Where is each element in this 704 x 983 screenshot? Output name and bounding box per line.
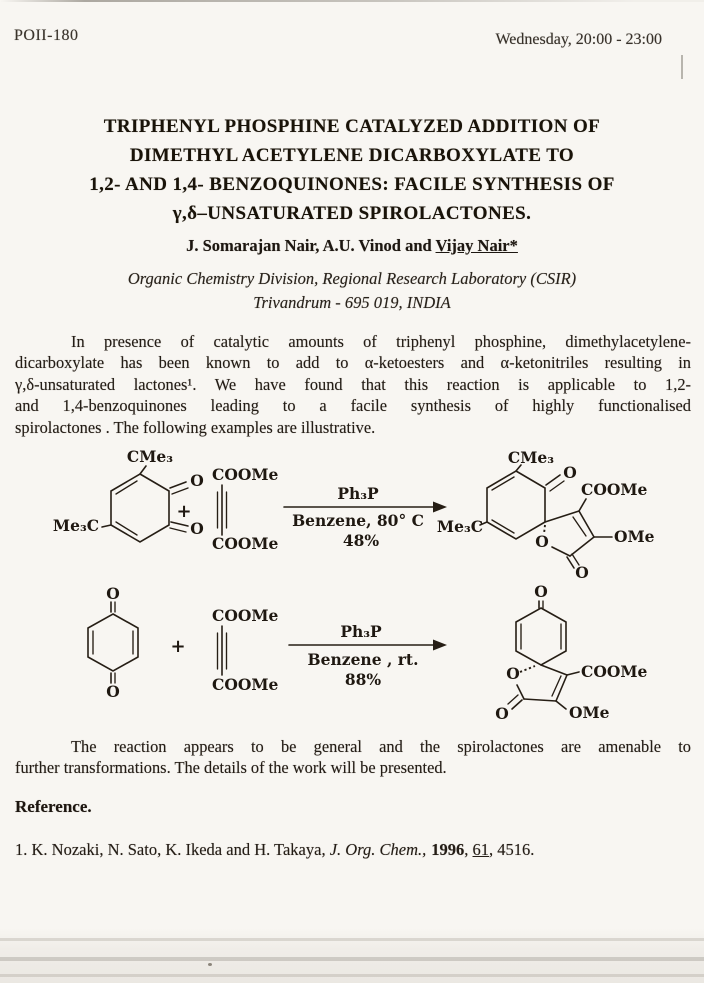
presenting-author: Vijay Nair* bbox=[435, 236, 518, 255]
title-line: 1,2- AND 1,4- BENZOQUINONES: FACILE SYNTHESIS OF bbox=[89, 174, 615, 195]
yield-label: 48% bbox=[342, 531, 380, 550]
paragraph-line: spirolactones . The following examples are illustrative. bbox=[15, 417, 376, 437]
atom-label-o: O bbox=[563, 463, 577, 482]
reference-authors: 1. K. Nozaki, N. Sato, K. Ikeda and H. Takaya, bbox=[15, 840, 330, 859]
yield-label: 88% bbox=[344, 670, 382, 689]
scan-speck bbox=[208, 963, 212, 966]
reagent-label: Ph₃P bbox=[340, 622, 382, 641]
dmad-structure bbox=[212, 606, 278, 694]
substituent-label-me3c: Me₃C bbox=[436, 517, 484, 536]
arrow-head-icon bbox=[433, 640, 447, 651]
paragraph-line: dicarboxylate has been known to add to α-ketoesters and α-ketonitriles resulting in bbox=[15, 353, 691, 373]
spirolactone-product-structure bbox=[495, 582, 647, 723]
title-line: DIMETHYL ACETYLENE DICARBOXYLATE TO bbox=[129, 145, 575, 166]
scan-streak bbox=[0, 974, 704, 977]
paragraph-line: In presence of catalytic amounts of triphenyl phosphine, dimethylacetylene- bbox=[71, 332, 691, 351]
reaction-scheme-2 bbox=[0, 575, 704, 740]
title-line: TRIPHENYL PHOSPHINE CATALYZED ADDITION OF bbox=[103, 116, 601, 137]
authors-line bbox=[0, 236, 704, 256]
author-names: J. Somarajan Nair, A.U. Vinod and bbox=[186, 236, 436, 255]
paragraph-line: and 1,4-benzoquinones leading to a facile synthesis of highly functionalised bbox=[15, 396, 691, 416]
title-line: γ,δ–UNSATURATED SPIROLACTONES. bbox=[172, 203, 532, 224]
ether-label: OMe bbox=[614, 527, 655, 546]
reference-pages: , 4516. bbox=[489, 840, 535, 859]
ether-label: OMe bbox=[569, 703, 610, 722]
atom-label-o: O bbox=[534, 582, 548, 601]
ester-label: COOMe bbox=[581, 662, 648, 681]
paragraph-line: γ,δ-unsaturated lactones¹. We have found that this reaction is applicable to 1,2- bbox=[15, 374, 691, 394]
atom-label-o: O bbox=[106, 584, 120, 603]
atom-label-o: O bbox=[575, 563, 589, 582]
atom-label-o: O bbox=[506, 664, 520, 683]
ester-label: COOMe bbox=[212, 675, 279, 694]
reference-volume: 61 bbox=[472, 840, 490, 859]
dmad-structure bbox=[212, 465, 278, 553]
paper-title bbox=[32, 112, 672, 228]
reference-entry bbox=[15, 840, 534, 860]
atom-label-o: O bbox=[190, 471, 204, 490]
ester-label: COOMe bbox=[581, 480, 648, 499]
closing-paragraph bbox=[15, 736, 691, 779]
scan-top-edge bbox=[0, 0, 704, 2]
affiliation bbox=[0, 267, 704, 315]
reference-year: 1996 bbox=[431, 840, 465, 859]
affiliation-line: Trivandrum - 695 019, INDIA bbox=[253, 293, 451, 312]
reaction-arrow bbox=[289, 622, 447, 689]
affiliation-line: Organic Chemistry Division, Regional Research Laboratory (CSIR) bbox=[127, 269, 577, 288]
ester-label: COOMe bbox=[212, 534, 279, 553]
stereo-dashed-bond bbox=[520, 666, 535, 672]
atom-label-o: O bbox=[190, 519, 204, 538]
oquinone-structure bbox=[53, 447, 204, 542]
substituent-label-me3c: Me₃C bbox=[52, 516, 100, 535]
arrow-head-icon bbox=[433, 502, 447, 513]
intro-paragraph bbox=[15, 331, 691, 438]
ester-label: COOMe bbox=[212, 465, 279, 484]
pbenzoquinone-structure bbox=[88, 584, 138, 701]
paragraph-line: further transformations. The details of the work will be presented. bbox=[15, 758, 447, 778]
session-code: POII-180 bbox=[14, 27, 79, 44]
substituent-label-cme3: CMe₃ bbox=[126, 447, 174, 466]
ester-label: COOMe bbox=[212, 606, 279, 625]
atom-label-o: O bbox=[495, 704, 509, 723]
solvent-label: Benzene, 80° C bbox=[292, 511, 424, 530]
atom-label-o: O bbox=[535, 532, 549, 551]
scan-streak bbox=[0, 957, 704, 961]
session-time: Wednesday, 20:00 - 23:00 bbox=[495, 31, 662, 48]
reference-journal: J. Org. Chem., bbox=[329, 840, 427, 859]
reaction-arrow bbox=[284, 484, 447, 550]
reference-heading: Reference. bbox=[15, 797, 92, 816]
plus-sign: + bbox=[170, 636, 186, 657]
substituent-label-cme3: CMe₃ bbox=[507, 448, 555, 467]
spirolactone-product-structure bbox=[437, 448, 655, 582]
scan-streak bbox=[0, 938, 704, 941]
reaction-scheme-1 bbox=[0, 440, 704, 590]
atom-label-o: O bbox=[106, 682, 120, 701]
reagent-label: Ph₃P bbox=[337, 484, 379, 503]
plus-sign: + bbox=[176, 501, 192, 522]
reference-separator: , bbox=[464, 840, 473, 859]
paragraph-line: The reaction appears to be general and the spirolactones are amenable to bbox=[71, 737, 691, 756]
scan-right-mark bbox=[681, 55, 683, 79]
solvent-label: Benzene , rt. bbox=[307, 650, 419, 669]
